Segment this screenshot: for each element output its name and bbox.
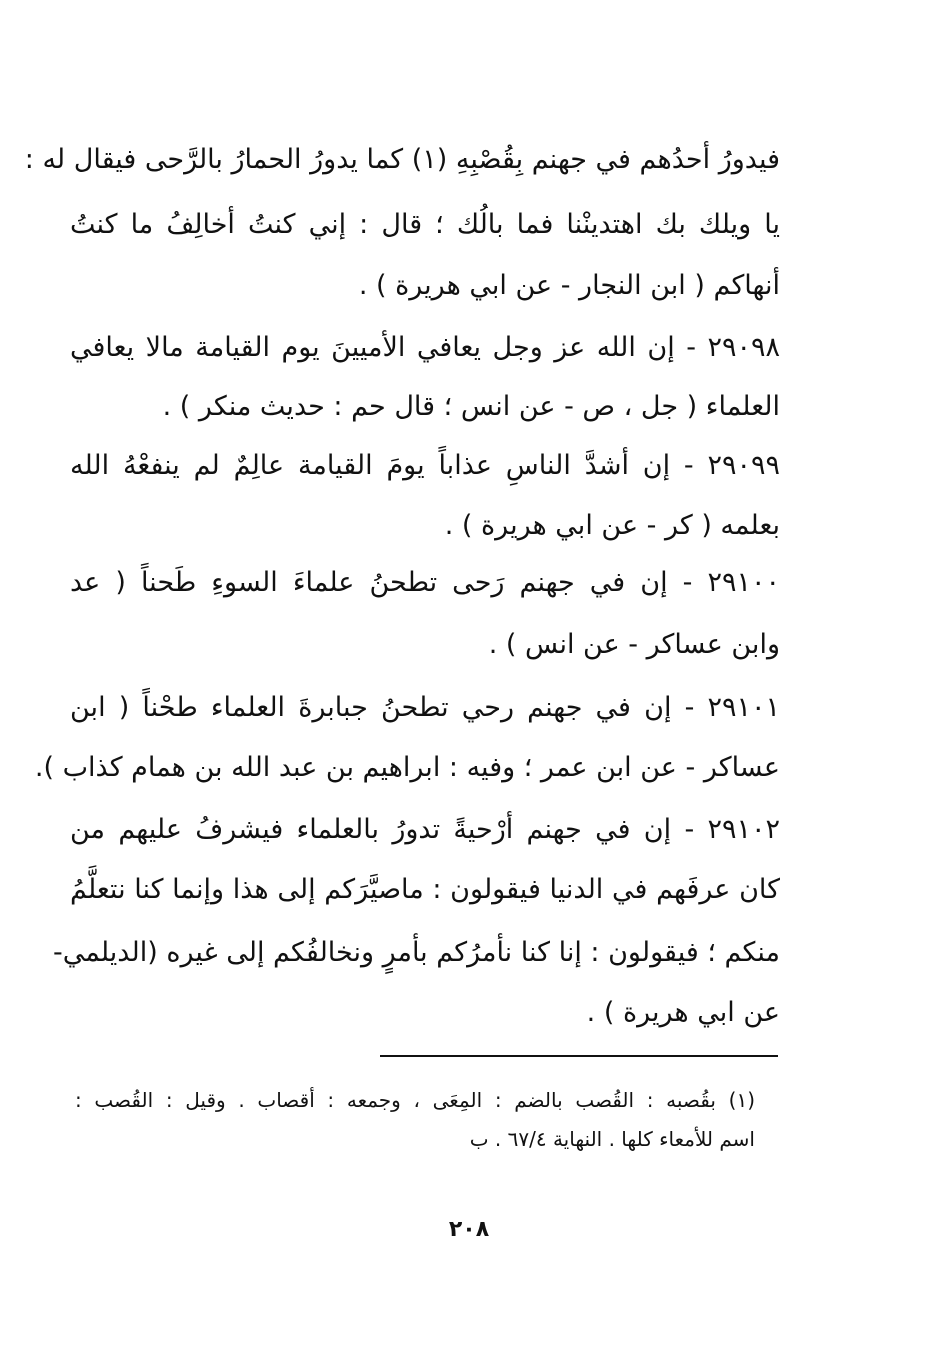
- hadith-29101-line-2: عساكر - عن ابن عمر ؛ وفيه : ابراهيم بن عبد الله بن همام كذاب ).: [34, 752, 780, 783]
- body-line-2: يا ويلك بك اهتدينْنا فما بالُك ؛ قال : إني كنتُ أخالِفُ ما كنتُ: [70, 209, 780, 240]
- body-line-1: فيدورُ أحدُهم في جهنم بِقُصْبِهِ (١) كما يدورُ الحمارُ بالرَّحى فيقال له :: [24, 144, 780, 175]
- body-line-3: أنهاكم ( ابن النجار - عن ابي هريرة ) .: [358, 270, 780, 301]
- hadith-29102-line-3: منكم ؛ فيقولون : إنا كنا نأمرُكم بأمرٍ ونخالفُكم إلى غيره (الديلمي-: [53, 937, 780, 968]
- footnote-divider: [380, 1055, 778, 1057]
- hadith-29098-line-1: ٢٩٠٩٨ - إن الله عز وجل يعافي الأميينَ يوم القيامة مالا يعافي: [70, 332, 780, 363]
- hadith-29102-line-1: ٢٩١٠٢ - إن في جهنم أرْحيةً تدورُ بالعلماء فيشرفُ عليهم من: [70, 814, 780, 845]
- hadith-29102-line-4: عن ابي هريرة ) .: [586, 997, 780, 1028]
- footnote-line-1: (١) بقُصبه : القُصب بالضم : المِعَى ، وجمعه : أقصاب . وقيل : القُصب :: [75, 1088, 755, 1112]
- hadith-29098-line-2: العلماء ( جل ، ص - عن انس ؛ قال حم : حديث منكر ) .: [162, 391, 780, 422]
- hadith-29100-line-2: وابن عساكر - عن انس ) .: [488, 629, 780, 660]
- hadith-29101-line-1: ٢٩١٠١ - إن في جهنم رحي تطحنُ جبابرةَ العلماء طحْناً ( ابن: [70, 692, 780, 723]
- footnote-line-2: اسم للأمعاء كلها . النهاية ٦٧/٤ . ب: [469, 1127, 755, 1151]
- page-number: ٢٠٨: [448, 1217, 490, 1242]
- hadith-29102-line-2: كان عرفَهم في الدنيا فيقولون : ماصيَّرَكم إلى هذا وإنما كنا نتعلَّمُ: [70, 874, 780, 905]
- hadith-29100-line-1: ٢٩١٠٠ - إن في جهنم رَحى تطحنُ علماءَ السوءِ طَحناً ( عد: [70, 567, 780, 598]
- hadith-29099-line-2: بعلمه ( كر - عن ابي هريرة ) .: [444, 510, 780, 541]
- hadith-29099-line-1: ٢٩٠٩٩ - إن أشدَّ الناسِ عذاباً يومَ القيامة عالِمٌ لم ينفعْهُ الله: [70, 450, 780, 481]
